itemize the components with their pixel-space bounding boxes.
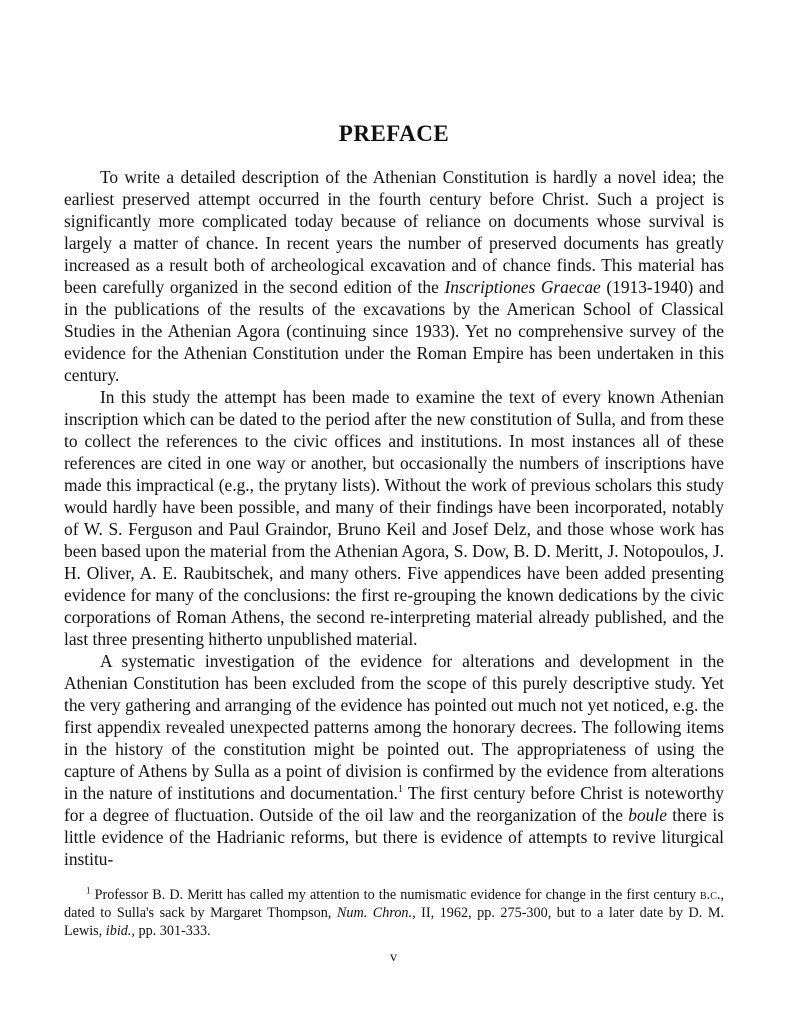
italic-text: boule (628, 805, 667, 825)
paragraph (64, 386, 724, 650)
footnote (64, 886, 724, 940)
page-body (64, 120, 724, 940)
footnote-marker: 1 (398, 784, 403, 796)
text-run: To write a detailed description of the Athenian Constitution is hardly a novel idea; the earliest preserved attempt occurred in the fourth century before Christ. Such a project is significantly more complicated today because of reliance on documents whose survival is largely a matter of chance. In recent years the number of preserved documents has greatly increased as a result both of archeological excavation and of chance finds. This material has been carefully organized in the second edition of the (64, 167, 724, 297)
italic-text: Num. Chron., (336, 905, 416, 921)
italic-text: Inscriptiones Graecae (444, 277, 601, 297)
text-run: pp. 301-333. (134, 923, 211, 939)
text-run: II, 1962, pp. 275-300, but to a later date by D. M. Lewis, (64, 905, 725, 939)
preface-text (64, 166, 724, 870)
paragraph (64, 166, 724, 386)
italic-text: ibid., (105, 923, 135, 939)
small-caps-text: b.c. (700, 887, 721, 903)
text-run: , dated to Sulla's sack by Margaret Thompson, (64, 887, 724, 921)
footnote-marker: 1 (86, 885, 91, 896)
text-run: Professor B. D. Meritt has called my attention to the numismatic evidence for change in the first century (90, 887, 701, 903)
text-run: (1913-1940) and in the publications of the results of the excavations by the American School of Classical Studies in the Athenian Agora (continuing since 1933). Yet no comprehensive survey of the evidence for the Athenian Constitution under the Roman Empire has been undertaken in this century. (64, 277, 724, 385)
footnotes (64, 886, 724, 940)
paragraph (64, 650, 724, 870)
text-run: In this study the attempt has been made to examine the text of every known Athenian inscription which can be dated to the period after the new constitution of Sulla, and from these to collect the references to the civic offices and institutions. In most instances all of these references are cited in one way or another, but occasionally the numbers of inscriptions have made this impractical (e.g., the prytany lists). Without the work of previous scholars this study would hardly have been possible, and many of their findings have been incorporated, notably of W. S. Ferguson and Paul Graindor, Bruno Keil and Josef Delz, and those whose work has been based upon the material from the Athenian Agora, S. Dow, B. D. Meritt, J. Notopoulos, J. H. Oliver, A. E. Raubitschek, and many others. Five appendices have been added presenting evidence for many of the conclusions: the first re-grouping the known dedications by the civic corporations of Roman Athens, the second re-interpreting material already published, and the last three presenting hitherto unpublished material. (64, 387, 724, 649)
text-run: The first century before Christ is noteworthy for a degree of fluctuation. Outside of the oil law and the reorganization of the (64, 783, 724, 825)
page-number: v (390, 950, 397, 965)
page-title: PREFACE (338, 121, 450, 146)
text-run: A systematic investigation of the evidence for alterations and development in the Athenian Constitution has been excluded from the scope of this purely descriptive study. Yet the very gathering and arranging of the evidence has pointed out much not yet noticed, e.g. the first appendix revealed unexpected patterns among the honorary decrees. The following items in the history of the constitution might be pointed out. The appropriateness of using the capture of Athens by Sulla as a point of division is confirmed by the evidence from alterations in the nature of institutions and documentation. (64, 651, 724, 803)
text-run: there is little evidence of the Hadrianic reforms, but there is evidence of attempts to revive liturgical institu- (64, 805, 724, 869)
